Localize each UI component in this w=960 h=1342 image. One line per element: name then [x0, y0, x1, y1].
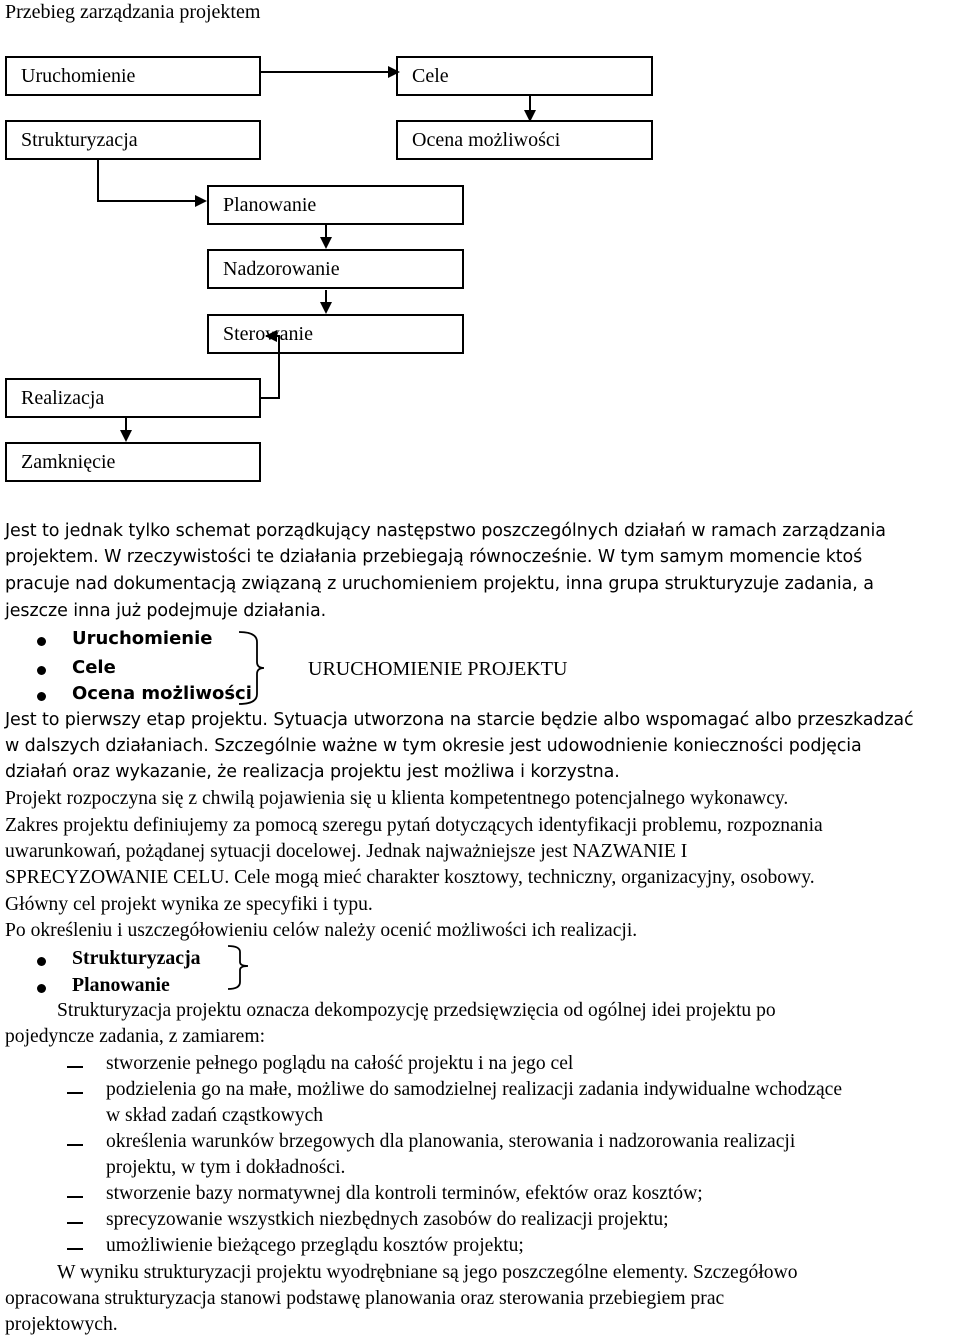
box-sterowanie: Sterowanie: [207, 314, 464, 354]
text-line: opracowana strukturyzacja stanowi podstawę planowania oraz sterowania przebiegiem prac: [5, 1288, 725, 1309]
list-item: Uruchomienie: [72, 628, 213, 649]
list-item: Planowanie: [72, 974, 170, 996]
arrowhead-planowanie: [195, 195, 207, 207]
text-line: SPRECYZOWANIE CELU. Cele mogą mieć charakter kosztowy, techniczny, organizacyjny, osobowy.: [5, 867, 815, 888]
arrowhead-zamkniecie: [120, 430, 132, 442]
dash-item-continuation: projektu, w tym i dokładności.: [106, 1157, 346, 1178]
dash-item: stworzenie pełnego poglądu na całość projektu i na jego cel: [106, 1053, 574, 1074]
dash-item: stworzenie bazy normatywnej dla kontroli terminów, efektów oraz kosztów;: [106, 1183, 703, 1204]
dash-icon: [67, 1222, 83, 1224]
box-nadzorowanie: Nadzorowanie: [207, 249, 464, 289]
text-line: Strukturyzacja projektu oznacza dekompozycję przedsięwzięcia od ogólnej idei projektu po: [57, 1000, 776, 1021]
bullet-icon: [37, 984, 46, 993]
bullet-icon: [37, 637, 46, 646]
page-title: Przebieg zarządzania projektem: [5, 1, 261, 23]
box-realizacja: Realizacja: [5, 378, 261, 418]
connector-strukturyzacja-planowanie: [98, 160, 196, 201]
box-planowanie: Planowanie: [207, 185, 464, 225]
arrowhead-nadzorowanie: [320, 237, 332, 249]
text-line: W wyniku strukturyzacji projektu wyodrębniane są jego poszczególne elementy. Szczegółowo: [57, 1262, 798, 1283]
curly-brace-icon: [226, 944, 252, 992]
list-item: Cele: [72, 657, 116, 678]
intro-line: projektem. W rzeczywistości te działania przebiegają równocześnie. W tym samym momencie ktoś: [5, 547, 863, 567]
dash-icon: [67, 1092, 83, 1094]
intro-line: Jest to jednak tylko schemat porządkujący następstwo poszczególnych działań w ramach zarządzania: [5, 521, 886, 541]
text-line: Jest to pierwszy etap projektu. Sytuacja utworzona na starcie będzie albo wspomagać albo przeszkadzać: [5, 710, 914, 730]
text-line: Główny cel projekt wynika ze specyfiki i typu.: [5, 894, 373, 915]
text-line: Projekt rozpoczyna się z chwilą pojawienia się u klienta kompetentnego potencjalnego wykonawcy.: [5, 788, 789, 809]
text-line: uwarunkowań, pożądanej sytuacji docelowej. Jednak najważniejsze jest NAZWANIE I: [5, 841, 688, 862]
list-item: Ocena możliwości: [72, 683, 252, 704]
dash-icon: [67, 1196, 83, 1198]
text-line: pojedyncze zadania, z zamiarem:: [5, 1026, 266, 1047]
text-line: projektowych.: [5, 1314, 118, 1335]
box-uruchomienie: Uruchomienie: [5, 56, 261, 96]
dash-item: sprecyzowanie wszystkich niezbędnych zasobów do realizacji projektu;: [106, 1209, 669, 1230]
bracket-label: URUCHOMIENIE PROJEKTU: [308, 658, 568, 680]
dash-item: podzielenia go na małe, możliwe do samodzielnej realizacji zadania indywidualne wchodzące: [106, 1079, 843, 1100]
text-line: działań oraz wykazanie, że realizacja projektu jest możliwa i korzystna.: [5, 762, 620, 782]
box-zamkniecie: Zamknięcie: [5, 442, 261, 482]
box-strukturyzacja: Strukturyzacja: [5, 120, 261, 160]
dash-icon: [67, 1248, 83, 1250]
bullet-icon: [37, 692, 46, 701]
dash-item: umożliwienie bieżącego przeglądu kosztów projektu;: [106, 1235, 524, 1256]
dash-item: określenia warunków brzegowych dla planowania, sterowania i nadzorowania realizacji: [106, 1131, 796, 1152]
list-item: Strukturyzacja: [72, 947, 201, 969]
intro-line: jeszcze inna już podejmuje działania.: [5, 601, 327, 621]
text-line: Po określeniu i uszczegółowieniu celów należy ocenić możliwości ich realizacji.: [5, 920, 638, 941]
bullet-icon: [37, 957, 46, 966]
dash-item-continuation: w skład zadań cząstkowych: [106, 1105, 324, 1126]
dash-icon: [67, 1144, 83, 1146]
curly-brace-icon: [235, 630, 265, 706]
intro-line: pracuje nad dokumentacją związaną z uruchomieniem projektu, inna grupa strukturyzuje zadania, a: [5, 574, 874, 594]
box-cele: Cele: [396, 56, 653, 96]
text-line: Zakres projektu definiujemy za pomocą szeregu pytań dotyczących identyfikacji problemu, rozpoznania: [5, 815, 823, 836]
box-ocena-mozliwosci: Ocena możliwości: [396, 120, 653, 160]
arrowhead-sterowanie: [320, 302, 332, 314]
bullet-icon: [37, 666, 46, 675]
dash-icon: [67, 1066, 83, 1068]
text-line: w dalszych działaniach. Szczególnie ważne w tym okresie jest udowodnienie konieczności podjęcia: [5, 736, 862, 756]
